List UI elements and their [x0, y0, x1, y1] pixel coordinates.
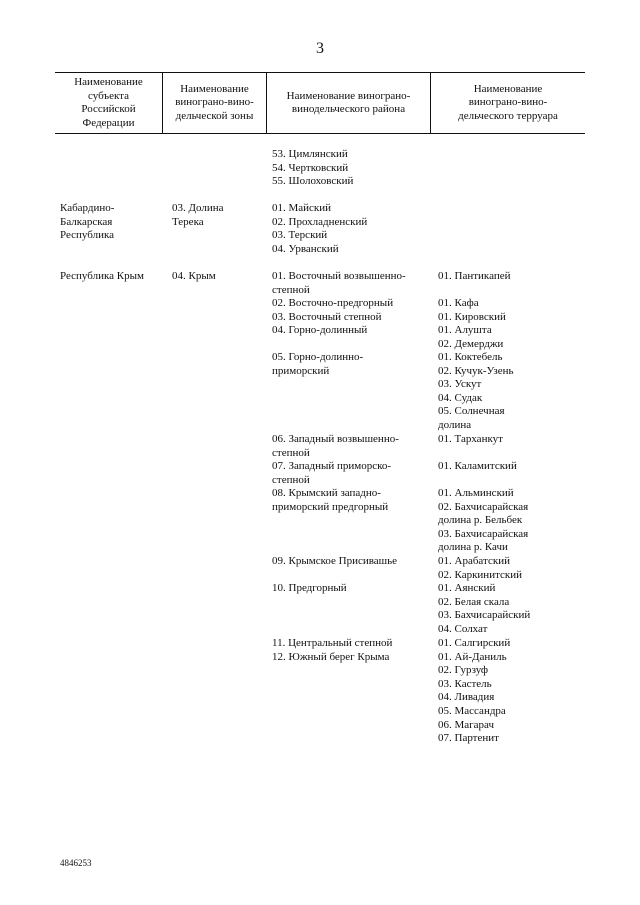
cell-line: 07. Западный приморско-	[272, 460, 392, 472]
district-cell	[272, 555, 432, 569]
cell-line: степной	[272, 473, 310, 486]
cell-line: 08. Крымский западно-	[272, 487, 381, 499]
cell-line: 04. Судак	[438, 391, 483, 404]
district-cell	[272, 324, 432, 338]
cell-line: Республика Крым	[60, 270, 144, 282]
cell-line: 54. Чертковский	[272, 161, 349, 174]
cell-line: 03. Бахчисарайская	[438, 527, 529, 540]
cell-line: 02. Прохладненский	[272, 215, 368, 228]
header-line: Российской	[81, 103, 136, 115]
zone-cell	[172, 202, 272, 229]
cell-line: 06. Магарач	[438, 718, 495, 731]
cell-line: 06. Западный возвышенно-	[272, 433, 399, 445]
header-line: дельческой зоны	[175, 109, 254, 122]
terroir-cell	[438, 555, 588, 582]
cell-line: 01. Алушта	[438, 324, 492, 336]
header-line: винограно-вино-	[175, 96, 254, 109]
district-cell	[272, 582, 432, 596]
terroir-cell	[438, 487, 588, 555]
terroir-cell	[438, 297, 588, 311]
cell-line: 02. Гурзуф	[438, 664, 489, 677]
cell-line: 01. Майский	[272, 202, 332, 214]
cell-line: 01. Восточный возвышенно-	[272, 270, 406, 282]
cell-line: 02. Каркинитский	[438, 568, 523, 581]
cell-line: Кабардино-	[60, 202, 115, 214]
cell-line: 03. Терский	[272, 229, 328, 242]
cell-line: долина р. Качи	[438, 541, 508, 554]
cell-line: 01. Коктебель	[438, 351, 503, 363]
cell-line: 04. Ливадия	[438, 691, 495, 704]
cell-line: Республика	[60, 229, 115, 242]
subject-cell	[60, 270, 165, 284]
cell-line: 01. Кировский	[438, 311, 506, 323]
cell-line: 01. Ай-Даниль	[438, 650, 507, 663]
header-line: Наименование	[473, 82, 543, 95]
header-line: Наименование	[74, 76, 143, 88]
district-cell	[272, 270, 432, 297]
header-line: винограно-вино-	[468, 96, 548, 109]
cell-line: 04. Горно-долинный	[272, 324, 368, 336]
cell-line: 05. Солнечная	[438, 405, 505, 418]
header-line: Наименование	[180, 82, 249, 95]
page-number: 3	[316, 40, 324, 57]
terroir-cell	[438, 270, 588, 284]
cell-line: 05. Горно-долинно-	[272, 351, 364, 363]
cell-line: Балкарская	[60, 215, 113, 228]
cell-line: 01. Каламитский	[438, 460, 517, 472]
district-cell	[272, 311, 432, 325]
zone-cell	[172, 270, 272, 284]
cell-line: 01. Арабатский	[438, 555, 510, 567]
cell-line: степной	[272, 446, 310, 459]
terroir-cell	[438, 311, 588, 325]
cell-line: степной	[272, 283, 310, 296]
cell-line: 02. Бахчисарайская	[438, 500, 529, 513]
cell-line: 03. Ускут	[438, 378, 482, 391]
cell-line: 05. Массандра	[438, 704, 506, 717]
document-code: 4846253	[60, 858, 92, 868]
cell-line: 01. Альминский	[438, 487, 514, 499]
terroir-cell	[438, 460, 588, 474]
cell-line: долина р. Бельбек	[438, 514, 523, 527]
cell-line: 55. Шолоховский	[272, 175, 354, 188]
cell-line: 07. Партенит	[438, 732, 499, 745]
cell-line: 01. Кафа	[438, 297, 479, 309]
terroir-cell	[438, 351, 588, 433]
cell-line: 03. Долина	[172, 202, 224, 214]
cell-line: 01. Тарханкут	[438, 433, 503, 445]
cell-line: 01. Салгирский	[438, 637, 511, 649]
district-cell	[272, 487, 432, 514]
cell-line: приморский предгорный	[272, 500, 389, 513]
district-cell	[272, 460, 432, 487]
district-cell	[272, 202, 432, 256]
district-cell	[272, 297, 432, 311]
cell-line: 03. Кастель	[438, 677, 492, 690]
district-cell	[272, 637, 432, 664]
cell-line: 04. Солхат	[438, 622, 488, 635]
header-line: винодельческого района	[291, 103, 406, 115]
cell-line: 02. Кучук-Узень	[438, 364, 514, 377]
district-cell	[272, 433, 432, 460]
cell-line: 11. Центральный степной	[272, 637, 393, 649]
terroir-cell	[438, 637, 588, 746]
subject-cell	[60, 202, 165, 243]
header-line: Наименование винограно-	[286, 89, 411, 102]
terroir-cell	[438, 582, 588, 636]
cell-line: 02. Восточно-предгорный	[272, 297, 394, 309]
cell-line: 01. Пантикапей	[438, 270, 511, 282]
cell-line: 03. Восточный степной	[272, 311, 382, 323]
cell-line: 03. Бахчисарайский	[438, 609, 531, 622]
cell-line: приморский	[272, 364, 330, 377]
district-cell	[272, 351, 432, 378]
cell-line: 53. Цимлянский	[272, 148, 348, 160]
terroir-cell	[438, 324, 588, 351]
header-line: Федерации	[82, 116, 135, 129]
header-line: дельческого терруара	[458, 109, 558, 122]
header-line: субъекта	[87, 89, 129, 102]
cell-line: 02. Белая скала	[438, 595, 510, 608]
cell-line: 02. Демерджи	[438, 337, 504, 350]
cell-line: 04. Крым	[172, 270, 216, 282]
cell-line: 09. Крымское Присивашье	[272, 555, 398, 567]
cell-line: 10. Предгорный	[272, 582, 347, 594]
cell-line: 01. Аянский	[438, 582, 496, 594]
cell-line: Терека	[172, 215, 204, 228]
district-cell	[272, 148, 432, 189]
terroir-cell	[438, 433, 588, 447]
cell-line: 12. Южный берег Крыма	[272, 650, 390, 663]
cell-line: долина	[438, 418, 472, 431]
cell-line: 04. Урванский	[272, 242, 339, 255]
